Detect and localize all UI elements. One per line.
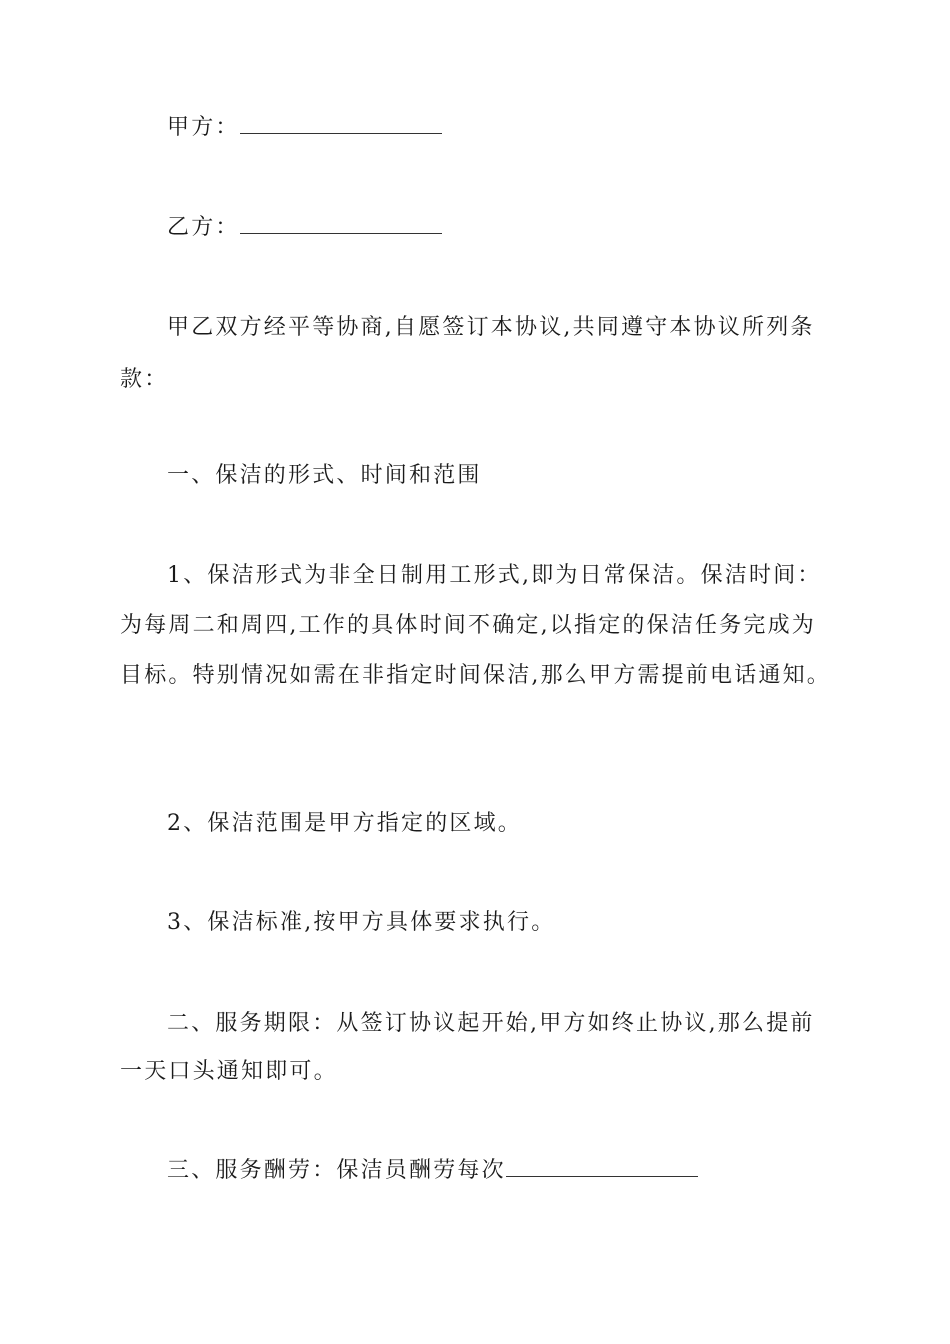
intro-line-2: 款： [120,367,169,392]
section1-item1-line-2: 为每周二和周四,工作的具体时间不确定,以指定的保洁任务完成为 [120,613,816,638]
section2-line-2: 一天口头通知即可。 [120,1059,338,1084]
fee-blank [506,1148,698,1177]
section1-heading: 一、保洁的形式、时间和范围 [167,463,482,488]
party-b-blank [240,205,442,234]
section3-line [167,1145,887,1197]
party-b-line [167,202,887,254]
party-b-label: 乙方： [167,215,240,240]
party-a-label: 甲方： [167,115,240,140]
section2-line-1: 二、服务期限：从签订协议起开始,甲方如终止协议,那么提前 [167,1011,815,1036]
party-a-line [167,102,887,154]
section1-item2: 2、保洁范围是甲方指定的区域。 [167,811,522,836]
party-a-blank [240,105,442,134]
section1-item1-line-3: 目标。特别情况如需在非指定时间保洁,那么甲方需提前电话通知。 [120,663,831,688]
section1-item1-line-1: 1、保洁形式为非全日制用工形式,即为日常保洁。保洁时间： [167,563,822,588]
section1-item3: 3、保洁标准,按甲方具体要求执行。 [167,910,556,935]
intro-line-1: 甲乙双方经平等协商,自愿签订本协议,共同遵守本协议所列条 [167,315,815,340]
section3-text: 三、服务酬劳：保洁员酬劳每次 [167,1158,506,1183]
